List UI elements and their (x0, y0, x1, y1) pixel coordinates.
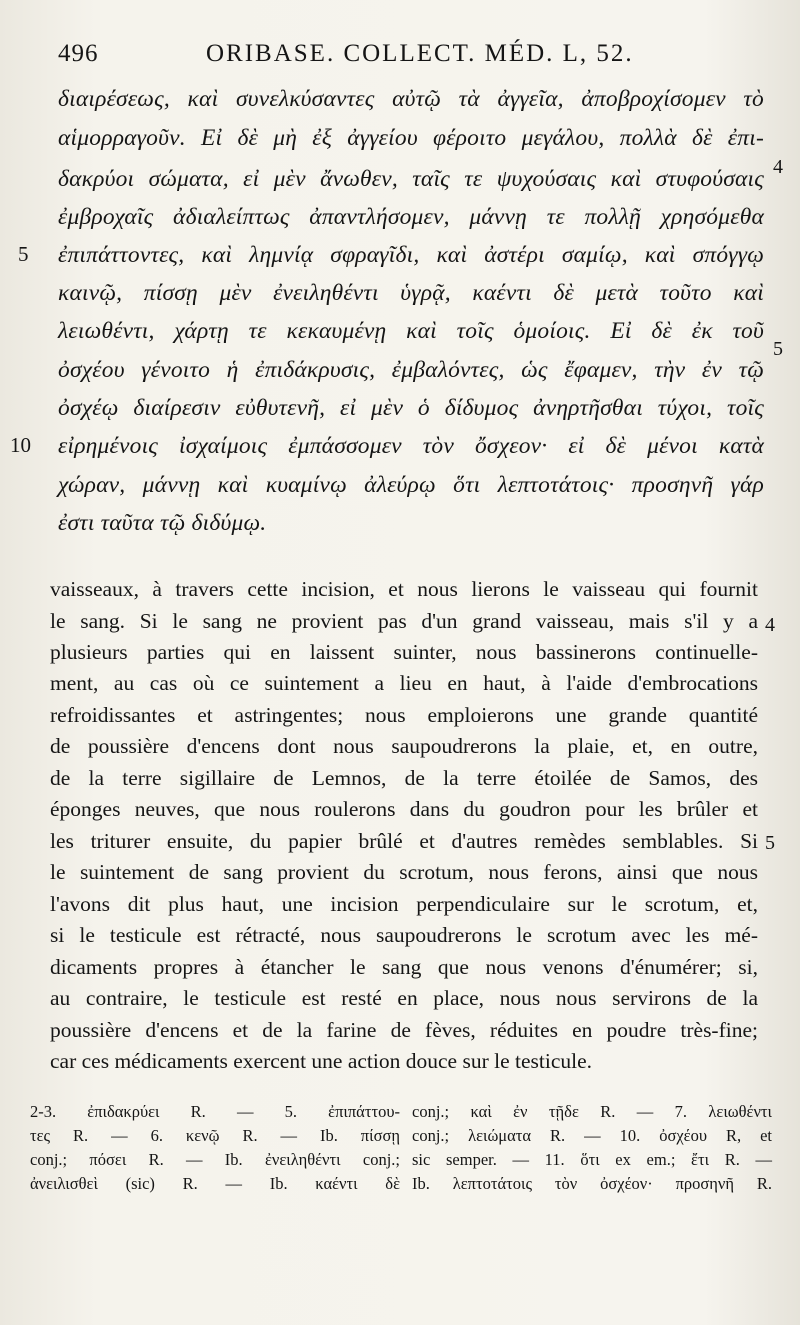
french-line: si le testicule est rétracté, nous saupoudrerons le scrotum avec les mé- (50, 923, 758, 947)
greek-line: δακρύοι σώματα, εἰ μὲν ἄνωθεν, ταῖς τε ψυχούσαις καὶ στυφούσαις (58, 166, 764, 192)
margin-note-number: 5 (765, 832, 775, 854)
running-title: ORIBASE. COLLECT. MÉD. L, 52. (206, 40, 634, 67)
french-line: éponges neuves, que nous roulerons dans du goudron pour les brûler et (50, 797, 758, 821)
greek-line: ὀσχέου γένοιτο ἡ ἐπιδάκρυσις, ἐμβαλόντες, ὡς ἔφαμεν, τὴν ἐν τῷ (58, 357, 764, 383)
page-number: 496 (58, 40, 99, 67)
french-line: vaisseaux, à travers cette incision, et nous lierons le vaisseau qui fournit (50, 577, 758, 601)
margin-note-number: 4 (773, 156, 783, 178)
greek-line: ἐστι ταῦτα τῷ διδύμῳ. (58, 510, 267, 536)
greek-line: λειωθέντι, χάρτῃ τε κεκαυμένῃ καὶ τοῖς ὁμοίοις. Εἰ δὲ ἐκ τοῦ (58, 318, 764, 344)
margin-note-number: 5 (773, 338, 783, 360)
running-head (58, 40, 758, 80)
french-line: au contraire, le testicule est resté en place, nous nous servirons de la (50, 986, 758, 1010)
french-line: poussière d'encens et de la farine de fèves, réduites en poudre très-fine; (50, 1018, 758, 1042)
french-line: de la terre sigillaire de Lemnos, de la terre étoilée de Samos, des (50, 766, 758, 790)
line-number: 5 (18, 242, 29, 266)
french-line: l'avons dit plus haut, une incision perpendiculaire sur le scrotum, et, (50, 892, 758, 916)
french-line: car ces médicaments exercent une action douce sur le testicule. (50, 1049, 593, 1073)
note-line: sic semper. — 11. ὅτι ex em.; ἔτι R. — (412, 1150, 772, 1169)
greek-line: ἐπιπάττοντες, καὶ λημνίᾳ σφραγῖδι, καὶ ἀστέρι σαμίῳ, καὶ σπόγγῳ (58, 242, 764, 268)
margin-note-number: 4 (765, 614, 775, 636)
greek-line: αἱμορραγοῦν. Εἰ δὲ μὴ ἐξ ἀγγείου φέροιτο μεγάλου, πολλὰ δὲ ἐπι- (58, 125, 764, 151)
french-line: plusieurs parties qui en laissent suinter, nous bassinerons continuelle- (50, 640, 758, 664)
note-line: ἀνειλισθεὶ (sic) R. — Ib. καέντι δὲ (30, 1174, 400, 1193)
greek-line: διαιρέσεως, καὶ συνελκύσαντες αὐτῷ τὰ ἀγγεῖα, ἀποβροχίσομεν τὸ (58, 86, 764, 112)
greek-line: ἐμβροχαῖς ἀδιαλείπτως ἀπαντλήσομεν, μάννῃ τε πολλῇ χρησόμεθα (58, 204, 764, 230)
line-number: 10 (10, 433, 31, 457)
greek-line: ὀσχέῳ διαίρεσιν εὐθυτενῆ, εἰ μὲν ὁ δίδυμος ἀνηρτῆσθαι τύχοι, τοῖς (58, 395, 764, 421)
french-line: ment, au cas où ce suintement a lieu en haut, à l'aide d'embrocations (50, 671, 758, 695)
french-line: refroidissantes et astringentes; nous emploierons une grande quantité (50, 703, 758, 727)
note-line: 2-3. ἐπιδακρύει R. — 5. ἐπιπάττου- (30, 1102, 400, 1121)
greek-line: καινῷ, πίσσῃ μὲν ἐνειληθέντι ὑγρᾷ, καέντι δὲ μετὰ τοῦτο καὶ (58, 280, 764, 306)
french-line: dicaments propres à étancher le sang que nous venons d'énumérer; si, (50, 955, 758, 979)
french-line: les triturer ensuite, du papier brûlé et d'autres remèdes semblables. Si (50, 829, 758, 853)
note-line: τες R. — 6. κενῷ R. — Ib. πίσσῃ (30, 1126, 400, 1145)
french-line: de poussière d'encens dont nous saupoudrerons la plaie, et, en outre, (50, 734, 758, 758)
greek-line: εἰρημένοις ἰσχαίμοις ἐμπάσσομεν τὸν ὄσχεον· εἰ δὲ μένοι κατὰ (58, 433, 764, 459)
note-line: conj.; καὶ ἐν τῇδε R. — 7. λειωθέντι (412, 1102, 772, 1121)
note-line: Ib. λεπτοτάτοις τὸν ὀσχέον· προσηνῆ R. (412, 1174, 772, 1193)
french-line: le suintement de sang provient du scrotum, nous ferons, ainsi que nous (50, 860, 758, 884)
note-line: conj.; λειώματα R. — 10. ὀσχέου R, et (412, 1126, 772, 1145)
french-line: le sang. Si le sang ne provient pas d'un grand vaisseau, mais s'il y a (50, 609, 758, 633)
greek-line: χώραν, μάννῃ καὶ κυαμίνῳ ἀλεύρῳ ὅτι λεπτοτάτοις· προσηνῆ γάρ (58, 472, 764, 498)
note-line: conj.; πόσει R. — Ib. ἐνειληθέντι conj.; (30, 1150, 400, 1169)
